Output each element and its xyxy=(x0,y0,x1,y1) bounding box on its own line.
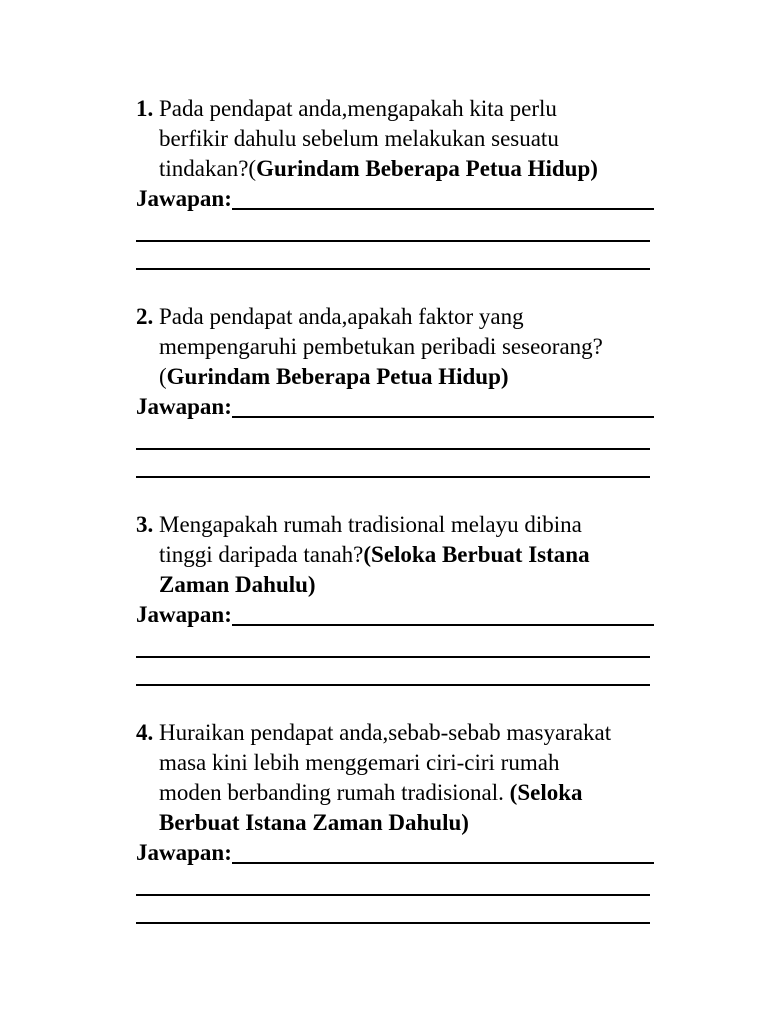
question-2 xyxy=(136,302,666,478)
source-reference: (Seloka xyxy=(509,780,583,805)
question-body xyxy=(159,718,666,838)
answer-line[interactable] xyxy=(232,208,654,210)
question-line-text: moden berbanding rumah tradisional. xyxy=(159,780,510,805)
question-number: 3. xyxy=(136,512,154,537)
answer-line[interactable] xyxy=(136,896,650,924)
question-line: Pada pendapat anda,mengapakah kita perlu xyxy=(159,96,557,121)
question-text xyxy=(136,510,666,600)
question-line xyxy=(159,540,666,570)
answer-row xyxy=(136,600,666,630)
answer-line[interactable] xyxy=(232,862,654,864)
answer-label: Jawapan: xyxy=(136,394,232,419)
answer-line[interactable] xyxy=(136,214,650,242)
question-line xyxy=(159,362,666,392)
answer-line[interactable] xyxy=(136,242,650,270)
question-line-text: tindakan?( xyxy=(159,156,257,181)
question-line xyxy=(159,570,666,600)
answer-line[interactable] xyxy=(136,630,650,658)
question-text xyxy=(136,94,666,184)
question-line-text: ( xyxy=(159,364,167,389)
answer-row xyxy=(136,392,666,422)
question-line xyxy=(159,778,666,808)
source-reference: Berbuat Istana Zaman Dahulu) xyxy=(159,810,469,835)
question-body xyxy=(159,302,666,392)
question-number: 2. xyxy=(136,304,154,329)
question-line: mempengaruhi pembetukan peribadi seseorang? xyxy=(159,334,603,359)
question-text xyxy=(136,302,666,392)
question-number: 1. xyxy=(136,96,154,121)
answer-label: Jawapan: xyxy=(136,840,232,865)
question-line: Pada pendapat anda,apakah faktor yang xyxy=(159,304,524,329)
answer-row xyxy=(136,838,666,868)
answer-row xyxy=(136,184,666,214)
question-body xyxy=(159,94,666,184)
answer-line[interactable] xyxy=(232,624,654,626)
answer-line[interactable] xyxy=(136,868,650,896)
answer-line[interactable] xyxy=(136,422,650,450)
question-line: Huraikan pendapat anda,sebab-sebab masyarakat xyxy=(159,720,612,745)
answer-line[interactable] xyxy=(136,450,650,478)
question-text xyxy=(136,718,666,838)
question-line xyxy=(159,154,666,184)
question-line: berfikir dahulu sebelum melakukan sesuatu xyxy=(159,126,559,151)
question-line-text: tinggi daripada tanah? xyxy=(159,542,364,567)
source-reference: Gurindam Beberapa Petua Hidup) xyxy=(166,364,509,389)
answer-label: Jawapan: xyxy=(136,602,232,627)
question-3 xyxy=(136,510,666,686)
source-reference: (Seloka Berbuat Istana xyxy=(363,542,590,567)
answer-label: Jawapan: xyxy=(136,186,232,211)
source-reference: Gurindam Beberapa Petua Hidup) xyxy=(256,156,598,181)
question-line: Mengapakah rumah tradisional melayu dibina xyxy=(159,512,582,537)
answer-line[interactable] xyxy=(232,416,654,418)
question-number: 4. xyxy=(136,720,154,745)
question-1 xyxy=(136,94,666,270)
answer-line[interactable] xyxy=(136,658,650,686)
question-line xyxy=(159,808,666,838)
question-line: masa kini lebih menggemari ciri-ciri rumah xyxy=(159,750,560,775)
question-body xyxy=(159,510,666,600)
question-4 xyxy=(136,718,666,924)
source-reference: Zaman Dahulu) xyxy=(159,572,316,597)
